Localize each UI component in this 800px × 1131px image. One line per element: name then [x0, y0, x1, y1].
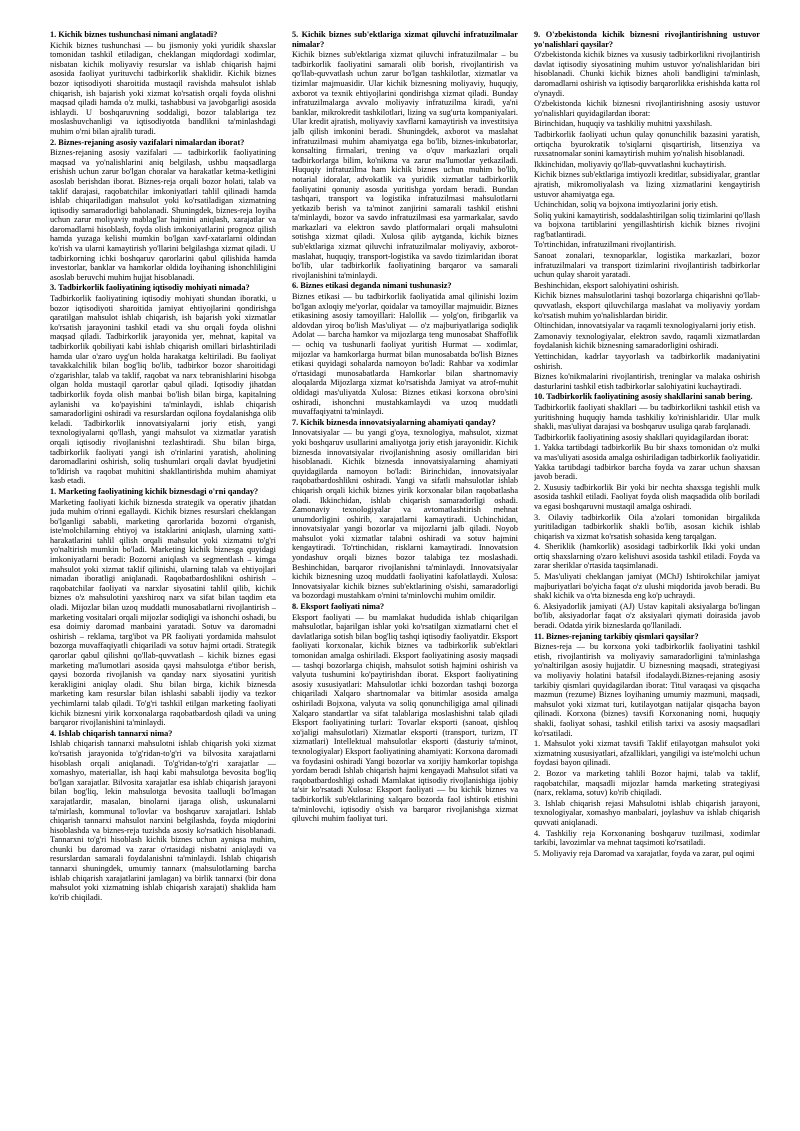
section-heading: 10. Tadbirkorlik faoliyatining asosiy shakllarini sanab bering.: [534, 392, 753, 402]
paragraph: Ishlab chiqarish tannarxi mahsulotni ishlab chiqarish yoki xizmat ko'rsatish jarayonida to'g'ridan-to'g'ri va bilvosita xarajatlarni hisoblash orqali aniqlanadi. To'g'ridan-to'g'ri xarajatlar — xomashyo, materiallar, ish haqi kabi mahsulotga bevosita bog'liq bo'lgan xarajatlar. Bilvosita xarajatlar esa ishlab chiqarish jarayoni bilan bog'liq, lekin mahsulotga bevosita taalluqli bo'lmagan xarajatlardir, masalan, binolarni ijaraga olish, uskunalarni ta'mirlash, kommunal to'lovlar va boshqaruv xarajatlari. Ishlab chiqarish tannarxi mahsulot narxini belgilashda, foyda miqdorini hisoblashda va biznes-reja tuzishda asosiy ko'rsatkich hisoblanadi. Tannarxni to'g'ri hisoblash kichik biznes uchun ayniqsa muhim, chunki bu daromad va zarar o'rtasidagi nisbatni aniqlaydi va resurslardan samarali foydalanishni ta'minlaydi. Ishlab chiqarish tannarxi shuningdek, umumiy tannarx (mahsulotlarning barcha ishlab chiqarish xarajatlarini jamlagan) va birlik tannarxi (bir dona mahsulot yoki xizmatning ishlab chiqarish xarajati) shaklida ham ko'rib chiqiladi.: [50, 739, 276, 902]
section-heading: 5. Kichik biznes sub'ektlariga xizmat qiluvchi infratuzilmalar nimalar?: [292, 30, 518, 49]
section-heading: 1. Marketing faoliyatining kichik biznesdagi o'rni qanday?: [50, 486, 259, 496]
paragraph: Tadbirkorlik faoliyatining asosiy shakllari quyidagilardan iborat:: [534, 432, 749, 442]
paragraph: Ikkinchidan, moliyaviy qo'llab-quvvatlashni kuchaytirish.: [534, 159, 727, 169]
paragraph: Marketing faoliyati kichik biznesda strategik va operativ jihatdan juda muhim o'rinni egallaydi. Kichik biznes resurslari cheklangan bo'lganligi sababli, marketing qarorlarida bozorni o'rganish, iste'molchilarning ehtiyoj va istaklarini aniqlash, ularning xatti-harakatlarini tahlil qilish orqali mahsulot yoki xizmatni to'g'ri yo'naltirish mumkin bo'ladi. Marketing kichik biznesga quyidagi imkoniyatlarni beradi: Bozorni aniqlash va segmentlash – kimga mahsulot yoki xizmat taklif qilinishi, ularning talab va ehtiyojlari nimadan iboratligi aniqlanadi. Raqobatbardoshlikni oshirish – raqobatchilar faoliyati va narxlar siyosatini tahlil qilib, kichik biznes o'z mahsulotini yaxshiroq narx va sifat bilan taqdim eta oladi. Mijozlar bilan uzoq muddatli munosabatlarni rivojlantirish – marketing vositalari orqali mijozlar sodiqligi va ishonchi oshadi, bu esa doimiy daromad manbaini yaratadi. Sotuv va daromadni oshirish – reklama, targ'ibot va PR faoliyati yordamida mahsulot bozorga muvaffaqiyatli chiqariladi va sotuv hajmi ortadi. Strategik qarorlar qabul qilishni qo'llab-quvvatlash – kichik biznes egasi marketing ma'lumotlari asosida qaysi mahsulotga e'tibor berish, qaysi bozorda rivojlanish va qanday narx siyosatini yuritish kerakligini aniqlay oladi. Shu bilan birga, kichik biznesda marketing kam resurslar bilan ishlashi sababli ijodiy va tezkor yechimlarni talab qiladi. To'g'ri tashkil etilgan marketing faoliyati kichik biznesni yirik korxonalarga raqobatbardosh qiladi va uning barqaror rivojlanishini ta'minlaydi.: [50, 497, 276, 728]
paragraph: Uchinchidan, soliq va bojxona imtiyozlarini joriy etish.: [534, 200, 718, 210]
paragraph: Beshinchidan, eksport salohiyatini oshirish.: [534, 280, 679, 290]
paragraph: Kichik biznes sub'ektlariga imtiyozli kreditlar, subsidiyalar, grantlar ajratish, mikromoliyalash va lizing xizmatlarini kengaytirish ustuvor ahamiyatga ega.: [534, 170, 760, 199]
section-heading: 9. O'zbekistonda kichik biznesni rivojlantirishning ustuvor yo'nalishlari qaysilar?: [534, 30, 760, 49]
paragraph: O'zbekistonda kichik biznesni rivojlantirishning asosiy ustuvor yo'nalishlari quyidagilardan iborat:: [534, 99, 760, 118]
paragraph: 1. Mahsulot yoki xizmat tavsifi Taklif etilayotgan mahsulot yoki xizmatning xususiyatlari, afzalliklari, yangiligi va iste'molchi uchun foydasi bayon qilinadi.: [534, 739, 760, 768]
document-page: [50, 30, 760, 1115]
paragraph: Tadbirkorlik faoliyati shakllari — bu tadbirkorlikni tashkil etish va yuritishning huquqiy hamda tashkiliy ko'rinishlaridir. Ular mulk shakli, mas'uliyat darajasi va boshqaruv usuliga qarab farqlanadi.: [534, 402, 760, 432]
section-heading: 1. Kichik biznes tushunchasi nimani anglatadi?: [50, 30, 218, 39]
paragraph: 3. Ishlab chiqarish rejasi Mahsulotni ishlab chiqarish jarayoni, texnologiyalar, xomashyo manbalari, joylashuv va ishlab chiqarish quvvati aniqlanadi.: [534, 798, 760, 827]
section-heading: 8. Eksport faoliyati nima?: [292, 602, 385, 612]
paragraph: 3. Oilaviy tadbirkorlik Oila a'zolari tomonidan birgalikda yuritiladigan tadbirkorlik shakli bo'lib, asosan kichik ishlab chiqarish va xizmat ko'rsatish sohasida keng tarqalgan.: [534, 512, 760, 541]
paragraph: Soliq yukini kamaytirish, soddalashtirilgan soliq tizimlarini qo'llash va bojxona tartiblarini yengillashtirish kichik biznes rivojini rag'batlantiradi.: [534, 210, 760, 239]
paragraph: Kichik biznes tushunchasi — bu jismoniy yoki yuridik shaxslar tomonidan tashkil etiladigan, cheklangan miqdordagi xodimlar, nisbatan kichik moliyaviy resurslar va ishlab chiqarish hajmi asosida faoliyat yurituvchi tadbirkorlik shaklidir. Kichik biznes bozor iqtisodiyoti sharoitida mustaqil ravishda mahsulot ishlab chiqarish, ish bajarish yoki xizmat ko'rsatish orqali foyda olishni maqsad qiladi hamda o'z mulki, tashabbusi va javobgarligi asosida ishlaydi. U boshqaruvning soddaligi, bozor talablariga tez moslashuvchanligi va iqtisodiyotda bandlikni ta'minlashdagi muhim o'rni bilan ajralib turadi.: [50, 40, 276, 136]
paragraph: Kichik biznes sub'ektlariga xizmat qiluvchi infratuzilmalar – bu tadbirkorlik faoliyatini samarali olib borish, rivojlantirish va qo'llab-quvvatlash uchun zarur bo'lgan tashkilotlar, xizmatlar va tizimlar majmuasidir. Ular kichik biznesning moliyaviy, huquqiy, axborot va texnik ehtiyojlarini qondirishga xizmat qiladi. Bunday infratuzilmalarga avvalo moliyaviy infratuzilma kiradi, ya'ni banklar, mikrokredit tashkilotlari, lizing va sug'urta kompaniyalari. Ular kredit ajratish, moliyaviy xavflarni kamaytirish va investitsiya jalb qilish imkonini beradi. Shuningdek, axborot va maslahat infratuzilmasi muhim ahamiyatga ega bo'lib, biznes-inkubatorlar, konsalting firmalari, trening va o'quv markazlari orqali tadbirkorlarga bilim, ko'nikma va zarur ma'lumotlar yetkaziladi. Huquqiy infratuzilma ham kichik biznes uchun muhim bo'lib, notarial idoralar, advokatlik va yuridik xizmatlar tadbirkorlik faoliyatini qonuniy asosda yuritishga yordam beradi. Bundan tashqari, transport va logistika infratuzilmasi mahsulotlarni yetkazib berish va ta'minot zanjirini samarali tashkil etishni ta'minlaydi, bozor va savdo infratuzilmasi esa yarmarkalar, savdo markazlari va elektron savdo platformalari orqali mahsulotni sotishga xizmat qiladi. Xulosa qilib aytganda, kichik biznes sub'ektlariga xizmat qiluvchi infratuzilmalar moliyaviy, axborot-maslahat, huquqiy, transport-logistika va savdo tizimlaridan iborat bo'lib, ular tadbirkorlik faoliyatining barqaror va samarali rivojlanishini ta'minlaydi.: [292, 50, 518, 280]
paragraph: 5. Mas'uliyati cheklangan jamiyat (MChJ) Ishtirokchilar jamiyat majburiyatlari bo'yicha faqat o'z ulushi miqdorida javob beradi. Bu shakl kichik va o'rta biznesda eng ko'p uchraydi.: [534, 572, 760, 601]
section-heading: 4. Ishlab chiqarish tannarxi nima?: [50, 728, 173, 738]
paragraph: Eksport faoliyati — bu mamlakat hududida ishlab chiqarilgan mahsulotlar, bajarilgan ishlar yoki ko'rsatilgan xizmatlarni chet el davlatlariga sotish bilan bog'liq tashqi iqtisodiy faoliyatdir. Eksport faoliyati korxonalar, kichik biznes va tadbirkorlik sub'ektlari tomonidan amalga oshiriladi. Eksport faoliyatining asosiy maqsadi — tashqi bozorlarga chiqish, mahsulot sotish hajmini oshirish va valyuta tushumini ko'paytirishdan iborat. Eksport faoliyatining asosiy xususiyatlari: Mahsulotlar ichki bozordan tashqi bozorga chiqariladi Xalqaro shartnomalar va bitimlar asosida amalga oshiriladi Bojxona, valyuta va soliq qonunchiligiga amal qilinadi Xalqaro standartlar va sifat talablariga moslashishni talab qiladi Eksport faoliyatining turlari: Tovarlar eksporti (sanoat, qishloq xo'jaligi mahsulotlari) Xizmatlar eksporti (transport, turizm, IT xizmatlari) Intellektual mahsulotlar eksporti (dasturiy ta'minot, texnologiyalar) Eksport faoliyatining ahamiyati: Korxona daromadi va foydasini oshiradi Yangi bozorlar va xorijiy hamkorlar topishga yordam beradi Ishlab chiqarish hajmi kengayadi Mahsulot sifati va raqobatbardoshligi oshadi Mamlakat iqtisodiy rivojlanishiga ijobiy ta'sir ko'rsatadi Xulosa: Eksport faoliyati — bu kichik biznes va tadbirkorlik sub'ektlarining xalqaro bozorda faol ishtirok etishini ta'minlovchi, iqtisodiy o'sish va barqaror rivojlanishga xizmat qiluvchi muhim faoliyat turi.: [292, 612, 518, 824]
paragraph: Birinchidan, huquqiy va tashkiliy muhitni yaxshilash.: [534, 119, 713, 129]
paragraph: 2. Bozor va marketing tahlili Bozor hajmi, talab va taklif, raqobatchilar, maqsadli mijozlar hamda marketing strategiyasi (narx, reklama, sotuv) ko'rib chiqiladi.: [534, 768, 760, 798]
paragraph: Kichik biznes mahsulotlarini tashqi bozorlarga chiqarishni qo'llab-quvvatlash, eksport qiluvchilarga maslahat va moliyaviy yordam ko'rsatish muhim yo'nalishlardan biridir.: [534, 291, 760, 320]
section-heading: 11. Biznes-rejaning tarkibiy qismlari qaysilar?: [534, 631, 699, 641]
paragraph: Yettinchidan, kadrlar tayyorlash va tadbirkorlik madaniyatini oshirish.: [534, 352, 760, 371]
paragraph: Biznes etikasi — bu tadbirkorlik faoliyatida amal qilinishi lozim bo'lgan axloqiy me'yorlar, qoidalar va tamoyillar majmuidir. Biznes etikasining asosiy tamoyillari: Halollik — yolg'on, firibgarlik va aldovdan yiroq bo'lish Mas'uliyat — o'z majburiyatlariga sodiqlik Adolat — barcha hamkor va mijozlarga teng munosabat Shaffoflik — ochiq va tushunarli faoliyat yuritish Hurmat — xodimlar, mijozlar va hamkorlarga hurmat bilan munosabatda bo'lish Biznes etikasi quyidagi sohalarda namoyon bo'ladi: Rahbar va xodimlar o'rtasidagi munosabatlarda Hamkorlar bilan shartnomaviy aloqalarda Mijozlarga xizmat ko'rsatishda Jamiyat va atrof-muhit oldidagi mas'uliyatda Xulosa: Biznes etikasi korxona obro'sini oshiradi, ishonchni mustahkamlaydi va uzoq muddatli muvaffaqiyatni ta'minlaydi.: [292, 292, 518, 417]
column-right: [534, 30, 760, 1115]
paragraph: Biznes-rejaning asosiy vazifalari — tadbirkorlik faoliyatining maqsad va yo'nalishlarini aniq belgilash, ushbu maqsadlarga erishish uchun zarur bo'lgan choralar va harakatlar ketma-ketligini asoslab berishdan iborat. Biznes-reja orqali bozor holati, talab va taklif darajasi, raqobatchilar imkoniyatlari tahlil qilinadi hamda ishlab chiqariladigan mahsulot yoki ko'rsatiladigan xizmatning iqtisodiy samaradorligi baholanadi. Shuningdek, biznes-reja loyiha uchun zarur moliyaviy mablag'lar hajmini aniqlash, xarajatlar va daromadlarni hisoblash, foyda olish imkoniyatlarini prognoz qilish hamda yuzaga kelishi mumkin bo'lgan xavf-xatarlarni oldindan ko'rish va ularni kamaytirish yo'llarini belgilashga xizmat qiladi. U tadbirkorning ichki boshqaruv qarorlarini qabul qilishida hamda investorlar, banklar va hamkorlar oldida loyihaning ishonchliligini asoslab beruvchi muhim hujjat hisoblanadi.: [50, 148, 276, 282]
paragraph: O'zbekistonda kichik biznes va xususiy tadbirkorlikni rivojlantirish davlat iqtisodiy siyosatining muhim ustuvor yo'nalishlaridan biri hisoblanadi. Chunki kichik biznes aholi bandligini ta'minlash, daromadlarni oshirish va iqtisodiy barqarorlikka erishishda katta rol o'ynaydi.: [534, 50, 760, 98]
column-left: [50, 30, 276, 1115]
section-heading: 3. Tadbirkorlik faoliyatining iqtisodiy mohiyati nimada?: [50, 283, 250, 293]
paragraph: 2. Xususiy tadbirkorlik Bir yoki bir nechta shaxsga tegishli mulk asosida tashkil etiladi. Faoliyat foyda olish maqsadida olib boriladi va egasi boshqaruvni mustaqil amalga oshiradi.: [534, 482, 760, 511]
column-middle: [292, 30, 518, 1115]
paragraph: To'rtinchidan, infratuzilmani rivojlantirish.: [534, 240, 676, 250]
paragraph: Tadbirkorlik faoliyatining iqtisodiy mohiyati shundan iboratki, u bozor iqtisodiyoti sharoitida jamiyat ehtiyojlarini qondirishga qaratilgan mahsulot ishlab chiqarish, ish bajarish yoki xizmatlar ko'rsatish jarayonini tashkil etadi va shu orqali foyda olishni maqsad qiladi. Tadbirkorlik jarayonida yer, mehnat, kapital va tadbirkorlik qobiliyati kabi ishlab chiqarish omillari birlashtiriladi hamda ular o'zaro uyg'un holda harakatga keltiriladi. Bu faoliyat tavakkalchilik bilan bog'liq bo'lib, tadbirkor bozor sharoitidagi o'zgarishlar, talab va taklif, raqobat va narx tebranishlarini hisobga olgan holda mustaqil qarorlar qabul qiladi. Iqtisodiy jihatdan tadbirkorlik foyda olish manbai bo'lish bilan birga, kapitalning aylanishi va ko'payishini ta'minlaydi, ishlab chiqarish samaradorligini oshiradi va resurslardan oqilona foydalanishga olib keladi. Tadbirkorlik innovatsiyalarni joriy etish, yangi texnologiyalarni qo'llash, yangi mahsulot va xizmatlar yaratish orqali iqtisodiy rivojlanishni tezlashtiradi. Shu bilan birga, tadbirkorlik faoliyati yangi ish o'rinlarini yaratish, aholining daromadlarini oshirish, soliq tushumlari orqali davlat byudjetini to'ldirish va raqobat muhitini shakllantirishda muhim ahamiyat kasb etadi.: [50, 294, 276, 486]
paragraph: Tadbirkorlik faoliyati uchun qulay qonunchilik bazasini yaratish, ortiqcha byurokratik to'siqlarni qisqartirish, litsenziya va ruxsatnomalar sonini kamaytirish muhim yo'nalish hisoblanadi.: [534, 129, 760, 159]
paragraph: 4. Sheriklik (hamkorlik) asosidagi tadbirkorlik Ikki yoki undan ortiq shaxslarning o'zaro kelishuvi asosida tashkil etiladi. Foyda va zarar sheriklar o'rtasida taqsimlanadi.: [534, 542, 760, 571]
paragraph: 5. Moliyaviy reja Daromad va xarajatlar, foyda va zarar, pul oqimi: [534, 848, 755, 858]
paragraph: Zamonaviy texnologiyalar, elektron savdo, raqamli xizmatlardan foydalanish kichik biznesning samaradorligini oshiradi.: [534, 331, 760, 351]
paragraph: Sanoat zonalari, texnoparklar, logistika markazlari, bozor infratuzilmalari va transport tizimlarini rivojlantirish tadbirkorlar uchun qulay sharoit yaratadi.: [534, 251, 760, 280]
paragraph: 1. Yakka tartibdagi tadbirkorlik Bu bir shaxs tomonidan o'z mulki va mas'uliyati asosida amalga oshiriladigan tadbirkorlik faoliyatidir. Yakka tartibdagi tadbirkor barcha foyda va zarar uchun shaxsan javob beradi.: [534, 443, 760, 482]
section-heading: 2. Biznes-rejaning asosiy vazifalari nimalardan iborat?: [50, 137, 245, 147]
section-heading: 6. Biznes etikasi deganda nimani tushunasiz?: [292, 281, 452, 291]
paragraph: Biznes ko'nikmalarini rivojlantirish, treninglar va malaka oshirish dasturlarini tashkil etish tadbirkorlar salohiyatini kuchaytiradi.: [534, 372, 760, 391]
section-heading: 7. Kichik biznesda innovatsiyalarning ahamiyati qanday?: [292, 417, 496, 427]
paragraph: Biznes-reja — bu korxona yoki tadbirkorlik faoliyatini tashkil etish, rivojlantirish va moliyaviy samaradorligini ta'minlashga yo'naltirilgan asosiy hujjatdir. U biznesning maqsadi, strategiyasi va moliyaviy holatini batafsil ifodalaydi.Biznes-rejaning asosiy tarkibiy qismlari quyidagilardan iborat: Titul varaqasi va qisqacha mazmun (rezume) Biznes loyihaning umumiy mazmuni, maqsadi, mahsulot yoki xizmat turi, kutilayotgan natijalar qisqacha bayon qilinadi. Korxona (biznes) tavsifi Korxonaning nomi, huquqiy shakli, faoliyat sohasi, tashkil etilish tarixi va asosiy maqsadlari ko'rsatiladi.: [534, 642, 760, 738]
paragraph: Oltinchidan, innovatsiyalar va raqamli texnologiyalarni joriy etish.: [534, 321, 756, 331]
paragraph: 6. Aksiyadorlik jamiyati (AJ) Ustav kapitali aksiyalarga bo'lingan bo'lib, aksiyadorlar faqat o'z aksiyalari qiymati doirasida javob beradi. Odatda yirik bizneslarda qo'llaniladi.: [534, 601, 760, 631]
paragraph: Innovatsiyalar — bu yangi g'oya, texnologiya, mahsulot, xizmat yoki boshqaruv usullarini amaliyotga joriy etish jarayonidir. Kichik biznesda innovatsiyalar rivojlanishning asosiy omillaridan biri hisoblanadi. Kichik biznesda innovatsiyalarning ahamiyati quyidagilarda namoyon bo'ladi: Birinchidan, innovatsiyalar raqobatbardoshlikni oshiradi. Yangi va sifatli mahsulotlar ishlab chiqarish orqali kichik biznes yirik korxonalar bilan raqobatlasha oladi. Ikkinchidan, ishlab chiqarish samaradorligi oshadi. Zamonaviy texnologiyalar va avtomatlashtirish mehnat unumdorligini oshirib, xarajatlarni kamaytiradi. Uchinchidan, innovatsiyalar yangi bozorlar va mijozlarni jalb qiladi. Noyob mahsulot yoki xizmatlar talabni oshiradi va sotuv hajmini kengaytiradi. To'rtinchidan, risklarni kamaytiradi. Innovatsion yondashuv orqali biznes bozor talabiga tez moslashadi. Beshinchidan, barqaror rivojlanishni ta'minlaydi. Innovatsiyalar kichik biznesning uzoq muddatli faoliyatini kafolatlaydi. Xulosa: Innovatsiyalar kichik biznes sub'ektlarining o'sishi, samaradorligi va bozordagi mustahkam o'rnini ta'minlovchi muhim omildir.: [292, 428, 518, 601]
paragraph: 4. Tashkiliy reja Korxonaning boshqaruv tuzilmasi, xodimlar tarkibi, lavozimlar va mehnat taqsimoti ko'rsatiladi.: [534, 828, 760, 848]
